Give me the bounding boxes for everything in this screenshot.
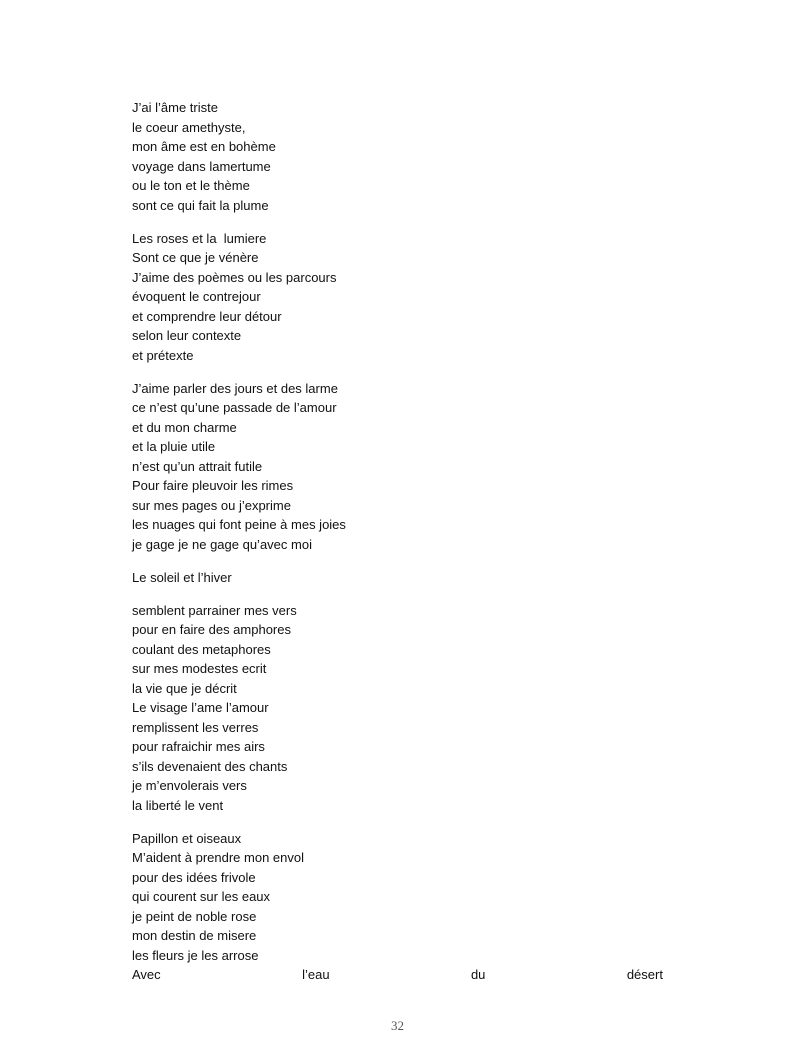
poem-line: n’est qu’un attrait futile (132, 458, 263, 474)
poem-line: je peint de noble rose (132, 908, 257, 924)
poem-line: Le visage l’ame l’amour (132, 700, 269, 715)
poem-line: selon leur contexte (132, 328, 242, 343)
poem-line: Pour faire pleuvoir les rimes (132, 478, 294, 493)
poem-line: J’aime des poèmes ou les parcours (132, 269, 337, 285)
poem-line: Sont ce que je vénère (132, 250, 259, 265)
poem-line: je gage je ne gage qu’avec moi (132, 536, 312, 552)
poem-line: Les roses et la lumiere (132, 230, 267, 246)
stanza-1 (132, 98, 672, 215)
poem-line: J’ai l’âme triste (132, 100, 218, 115)
poem-line: et du mon charme (132, 419, 237, 435)
poem-line: pour rafraichir mes airs (132, 739, 265, 754)
poem-word: du (470, 967, 486, 982)
stanza-3 (132, 379, 672, 555)
poem-word: Avec (132, 967, 161, 982)
stanza-6 (132, 829, 672, 985)
poem-word: désert (626, 967, 663, 982)
poem-line: les fleurs je les arrose (132, 947, 259, 963)
justified-last-line (132, 965, 663, 985)
poem-line: J’aime parler des jours et des larme (132, 380, 338, 396)
poem-line: ou le ton et le thème (132, 178, 250, 193)
poem-line: qui courent sur les eaux (132, 889, 271, 904)
poem-line: mon destin de misere (132, 928, 257, 943)
page-number: 32 (391, 1018, 404, 1033)
poem-line: semblent parrainer mes vers (132, 602, 297, 618)
stanza-2 (132, 229, 672, 366)
poem-line: Le soleil et l’hiver (132, 569, 232, 585)
poem-line: pour des idées frivole (132, 869, 256, 885)
poem-line: sont ce qui fait la plume (132, 197, 269, 213)
poem-line: ce n’est qu’une passade de l’amour (132, 400, 337, 415)
poem-line: la liberté le vent (132, 797, 224, 813)
poem-line: coulant des metaphores (132, 641, 271, 657)
poem-line: remplissent les verres (132, 719, 259, 735)
poem-line: la vie que je décrit (132, 680, 237, 696)
poem-line: et prétexte (132, 347, 194, 363)
poem-line: voyage dans lamertume (132, 158, 271, 174)
stanza-5 (132, 601, 672, 816)
poem-line: Papillon et oiseaux (132, 830, 242, 846)
poem-line: s’ils devenaient des chants (132, 758, 288, 774)
poem-body (132, 98, 672, 998)
poem-word: l’eau (302, 967, 330, 982)
poem-line: M’aident à prendre mon envol (132, 850, 304, 865)
stanza-4 (132, 568, 672, 588)
poem-line: sur mes modestes ecrit (132, 661, 267, 676)
poem-line: sur mes pages ou j’exprime (132, 497, 291, 513)
poem-line: et comprendre leur détour (132, 308, 282, 324)
poem-line: les nuages qui font peine à mes joies (132, 517, 346, 532)
poem-line: pour en faire des amphores (132, 622, 291, 637)
poem-line: je m’envolerais vers (132, 778, 247, 793)
poem-line: évoquent le contrejour (132, 289, 261, 304)
poem-line: et la pluie utile (132, 439, 216, 454)
poem-line: le coeur amethyste, (132, 119, 246, 135)
poem-line: mon âme est en bohème (132, 139, 276, 154)
